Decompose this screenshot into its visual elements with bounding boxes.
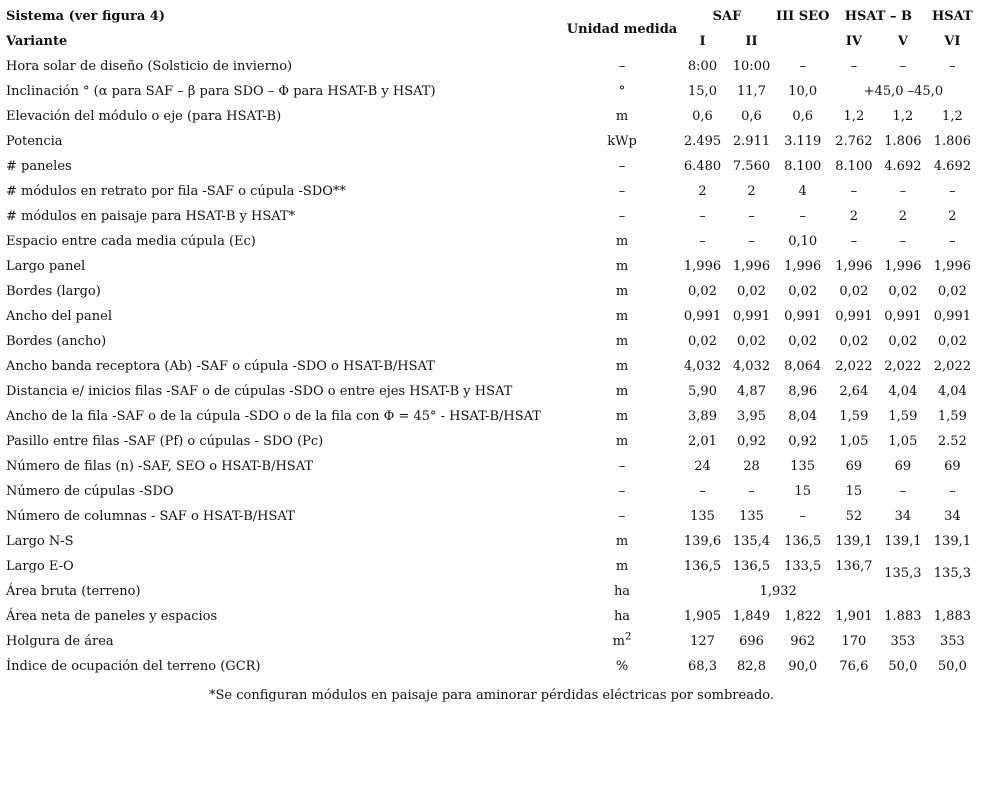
row-value: 2,022	[884, 359, 922, 374]
row-value: –	[748, 209, 755, 224]
row-value: 0,02	[737, 284, 766, 299]
row-value: 1,59	[888, 409, 918, 424]
row-value: –	[899, 59, 907, 74]
row-unit: m	[615, 434, 629, 449]
row-label: Área neta de paneles y espacios	[6, 609, 218, 624]
row-value: 0,02	[737, 334, 766, 349]
row-value: 34	[894, 509, 912, 524]
header-variant-v: V	[897, 34, 908, 49]
row-value: 1,996	[683, 259, 722, 274]
table-row	[6, 504, 977, 529]
table-row	[6, 479, 977, 504]
row-value: 1,2	[942, 109, 963, 124]
row-value: –	[850, 184, 858, 199]
row-label: Número de columnas - SAF o HSAT-B/HSAT	[6, 509, 295, 524]
row-value: 76,6	[839, 659, 869, 674]
row-value: –	[850, 59, 858, 74]
row-value: 0,92	[788, 434, 818, 449]
row-value: 4,87	[737, 384, 766, 399]
row-value: 0,6	[692, 109, 713, 124]
row-label: Número de cúpulas -SDO	[6, 484, 174, 499]
row-label: Potencia	[6, 134, 63, 149]
row-value: –	[699, 234, 706, 249]
row-value: 0,991	[732, 309, 771, 324]
row-value: –	[949, 484, 956, 499]
row-unit: m	[615, 359, 629, 374]
header-variant-iv: IV	[845, 34, 862, 49]
row-value: 2,01	[688, 434, 717, 449]
row-unit: –	[618, 209, 626, 224]
row-value: 69	[944, 459, 961, 474]
row-value: 0,02	[688, 284, 717, 299]
row-value: 139,1	[835, 534, 873, 549]
row-value: 2.495	[683, 134, 722, 149]
row-value: 136,7	[835, 559, 873, 574]
row-value: 135,4	[732, 534, 771, 549]
table-row	[6, 454, 977, 479]
row-value: 2	[747, 184, 756, 199]
row-value: –	[799, 59, 806, 74]
row-value: 136,5	[732, 559, 771, 574]
row-value: 1,996	[732, 259, 771, 274]
header-group-hsat: HSAT	[932, 9, 973, 24]
row-value: 1.883	[884, 609, 922, 624]
row-value: 82,8	[737, 659, 766, 674]
row-unit: m	[615, 384, 629, 399]
table-row	[6, 554, 977, 579]
row-value: 962	[790, 634, 816, 649]
header-variant-i: I	[699, 34, 706, 49]
row-value: 4,032	[732, 359, 771, 374]
row-value: 1,996	[933, 259, 971, 274]
row-value: 7.560	[732, 159, 771, 174]
row-value: 50,0	[888, 659, 918, 674]
row-value: 0,02	[888, 284, 918, 299]
row-unit: m	[615, 534, 629, 549]
row-label: Índice de ocupación del terreno (GCR)	[6, 659, 261, 674]
row-value: –	[949, 59, 956, 74]
row-unit: –	[618, 509, 626, 524]
row-value: 8.100	[835, 159, 873, 174]
table-row	[6, 404, 977, 429]
row-value: 15	[794, 484, 811, 499]
row-value: 4,04	[937, 384, 967, 399]
row-unit: m	[615, 309, 629, 324]
row-value: 1,59	[937, 409, 967, 424]
row-value: 353	[890, 634, 916, 649]
row-value: 1,822	[784, 609, 822, 624]
row-value: 0,6	[792, 109, 814, 124]
row-value: 2.52	[937, 434, 967, 449]
row-value: 2	[849, 209, 859, 224]
row-value: 4,032	[683, 359, 722, 374]
unit-superscript: 2	[624, 631, 632, 643]
row-unit: m	[615, 334, 629, 349]
table-row	[6, 629, 977, 654]
row-merged-value: +45,0 –45,0	[863, 84, 944, 99]
row-value: 1,905	[683, 609, 722, 624]
row-unit	[566, 629, 678, 654]
row-label: Elevación del módulo o eje (para HSAT-B)	[6, 109, 282, 124]
header-variant-vi: VI	[944, 34, 961, 49]
row-value: 90,0	[788, 659, 818, 674]
row-value: 1,996	[784, 259, 822, 274]
row-label: Ancho banda receptora (Ab) -SAF o cúpula -SDO o HSAT-B/HSAT	[6, 359, 435, 374]
row-value: 8,96	[788, 384, 818, 399]
table-row	[6, 179, 977, 204]
row-unit: kWp	[607, 134, 637, 149]
row-value: 0,991	[835, 309, 873, 324]
row-unit: –	[618, 484, 626, 499]
row-value: 10,0	[788, 84, 818, 99]
row-value: 2	[948, 209, 957, 224]
row-merged-value: 1,932	[759, 584, 797, 599]
row-value: 353	[939, 634, 965, 649]
row-value: 34	[944, 509, 961, 524]
row-value: 0,991	[884, 309, 922, 324]
row-label: Bordes (ancho)	[6, 334, 107, 349]
row-unit: m	[615, 409, 629, 424]
row-value: 8,04	[788, 409, 818, 424]
row-label: Bordes (largo)	[6, 284, 101, 299]
row-value: 8:00	[687, 59, 718, 74]
row-value: –	[748, 234, 755, 249]
row-value: 2	[698, 184, 707, 199]
row-value: 135	[790, 459, 816, 474]
row-value: 28	[743, 459, 760, 474]
row-value: 0,02	[937, 334, 967, 349]
row-value: –	[699, 209, 706, 224]
table-row	[6, 379, 977, 404]
row-label: Hora solar de diseño (Solsticio de invierno)	[6, 59, 293, 74]
row-value: 0,02	[937, 284, 967, 299]
table-row	[6, 154, 977, 179]
row-label: Número de filas (n) -SAF, SEO o HSAT-B/HSAT	[6, 459, 314, 474]
row-value: 127	[690, 634, 715, 649]
row-value: 68,3	[688, 659, 717, 674]
row-value: 24	[694, 459, 711, 474]
row-value: 0,6	[741, 109, 762, 124]
header-variant-ii: II	[745, 34, 758, 49]
row-label: Área bruta (terreno)	[6, 584, 141, 599]
row-label: Largo panel	[6, 259, 86, 274]
header-row-1	[6, 4, 977, 29]
row-value: 0,02	[839, 284, 869, 299]
row-value: 139,1	[884, 534, 922, 549]
row-unit: ha	[613, 584, 631, 599]
row-unit: –	[618, 184, 626, 199]
row-value: 1,59	[839, 409, 869, 424]
row-value: 696	[739, 634, 764, 649]
row-value: 2	[898, 209, 908, 224]
row-value: 1,901	[835, 609, 873, 624]
row-value: 0,02	[839, 334, 869, 349]
row-label: Inclinación ° (α para SAF – β para SDO – Φ para HSAT-B y HSAT)	[6, 84, 436, 99]
row-value: 15	[845, 484, 863, 499]
row-value: 133,5	[784, 559, 822, 574]
row-unit: m	[615, 109, 629, 124]
header-group-iii-seo: III SEO	[776, 9, 830, 24]
row-value: –	[850, 234, 858, 249]
row-value: –	[799, 209, 806, 224]
row-value: –	[899, 234, 907, 249]
row-value: 8,064	[784, 359, 822, 374]
row-value: 3,89	[688, 409, 717, 424]
row-value: 139,1	[933, 534, 971, 549]
row-value: 10:00	[732, 59, 771, 74]
table-row	[6, 304, 977, 329]
row-value: 0,991	[933, 309, 971, 324]
row-unit: m	[615, 259, 629, 274]
row-value: 0,02	[688, 334, 717, 349]
row-value: 0,02	[788, 284, 818, 299]
row-unit: m	[615, 284, 629, 299]
row-value: 170	[841, 634, 867, 649]
row-unit: %	[615, 659, 629, 674]
row-value: 1,996	[884, 259, 922, 274]
data-table	[6, 4, 977, 679]
row-label: Largo E-O	[6, 559, 74, 574]
row-value: 1,849	[732, 609, 771, 624]
row-unit: m	[615, 559, 629, 574]
table-row	[6, 654, 977, 679]
unit-base: m	[612, 634, 625, 649]
row-value: 0,02	[788, 334, 818, 349]
row-label: Ancho del panel	[6, 309, 112, 324]
row-unit: °	[618, 84, 626, 99]
row-value: –	[949, 234, 956, 249]
row-value: 2.911	[732, 134, 771, 149]
row-value: –	[899, 184, 907, 199]
row-unit: ha	[613, 609, 631, 624]
header-variant-iii	[776, 29, 829, 54]
row-label: Distancia e/ inicios filas -SAF o de cúpulas -SDO o entre ejes HSAT-B y HSAT	[6, 384, 513, 399]
row-label: # módulos en paisaje para HSAT-B y HSAT*	[6, 209, 296, 224]
row-value: 8.100	[784, 159, 822, 174]
row-value: 1,05	[839, 434, 869, 449]
table-body	[6, 54, 977, 679]
header-group-saf: SAF	[712, 9, 742, 24]
row-unit: –	[618, 59, 626, 74]
row-value: 5,90	[688, 384, 717, 399]
table-row	[6, 229, 977, 254]
row-value: –	[748, 484, 755, 499]
row-value: 4,04	[888, 384, 918, 399]
row-value: 1,883	[933, 609, 971, 624]
row-label: Espacio entre cada media cúpula (Ec)	[6, 234, 256, 249]
row-value: 2,022	[835, 359, 873, 374]
table-row	[6, 429, 977, 454]
table-row	[6, 329, 977, 354]
row-value: 50,0	[937, 659, 967, 674]
row-value: 1,05	[888, 434, 918, 449]
row-value: 2.762	[835, 134, 873, 149]
row-label: # paneles	[6, 159, 72, 174]
header-row-2	[6, 29, 977, 54]
row-value: 136,5	[683, 559, 722, 574]
row-unit: –	[618, 159, 626, 174]
row-value: –	[949, 184, 956, 199]
table-row	[6, 254, 977, 279]
row-value: 4	[798, 184, 807, 199]
row-value: 11,7	[737, 84, 766, 99]
row-value: 135	[739, 509, 764, 524]
row-value: 69	[845, 459, 863, 474]
row-value: 0,02	[888, 334, 918, 349]
table-row	[6, 579, 977, 604]
row-value: –	[799, 509, 806, 524]
row-value: 0,991	[683, 309, 722, 324]
row-value: 6.480	[683, 159, 722, 174]
table-row	[6, 54, 977, 79]
row-label: Ancho de la fila -SAF o de la cúpula -SDO o de la fila con Φ = 45° - HSAT-B/HSAT	[6, 409, 541, 424]
header-variante: Variante	[6, 34, 68, 49]
row-value: –	[699, 484, 706, 499]
table-row	[6, 79, 977, 104]
row-value: 2,64	[839, 384, 869, 399]
row-value: 2,022	[933, 359, 971, 374]
header-sistema: Sistema (ver figura 4)	[6, 9, 165, 24]
row-value: –	[899, 484, 907, 499]
row-label: # módulos en retrato por fila -SAF o cúpula -SDO**	[6, 184, 346, 199]
row-label: Pasillo entre filas -SAF (Pf) o cúpulas - SDO (Pc)	[6, 434, 324, 449]
row-merged-value: 135,3	[933, 566, 971, 581]
row-value: 3,95	[737, 409, 766, 424]
row-value: 1,2	[892, 109, 914, 124]
header-group-hsat-b: HSAT – B	[844, 9, 913, 24]
row-value: 1,2	[843, 109, 865, 124]
table-row	[6, 279, 977, 304]
table-row	[6, 129, 977, 154]
header-unidad: Unidad medida	[566, 21, 678, 37]
row-value: 4.692	[933, 159, 971, 174]
row-merged-value: 135,3	[884, 566, 922, 581]
footnote: *Se configuran módulos en paisaje para aminorar pérdidas eléctricas por sombreado.	[209, 688, 774, 703]
row-value: 136,5	[784, 534, 822, 549]
table-row	[6, 354, 977, 379]
row-value: 1.806	[884, 134, 922, 149]
row-value: 0,10	[788, 234, 818, 249]
row-value: 3.119	[784, 134, 822, 149]
table-row	[6, 604, 977, 629]
row-value: 135	[690, 509, 715, 524]
row-value: 1.806	[933, 134, 971, 149]
table-row	[6, 104, 977, 129]
row-label: Largo N-S	[6, 534, 74, 549]
row-value: 4.692	[884, 159, 922, 174]
table-row	[6, 529, 977, 554]
row-value: 139,6	[683, 534, 722, 549]
row-unit: m	[615, 234, 629, 249]
row-label: Holgura de área	[6, 634, 114, 649]
row-unit: –	[618, 459, 626, 474]
row-value: 0,991	[784, 309, 822, 324]
row-value: 52	[845, 509, 863, 524]
row-value: 1,996	[835, 259, 873, 274]
row-value: 69	[894, 459, 912, 474]
table-row	[6, 204, 977, 229]
row-value: 15,0	[688, 84, 717, 99]
row-value: 0,92	[737, 434, 766, 449]
